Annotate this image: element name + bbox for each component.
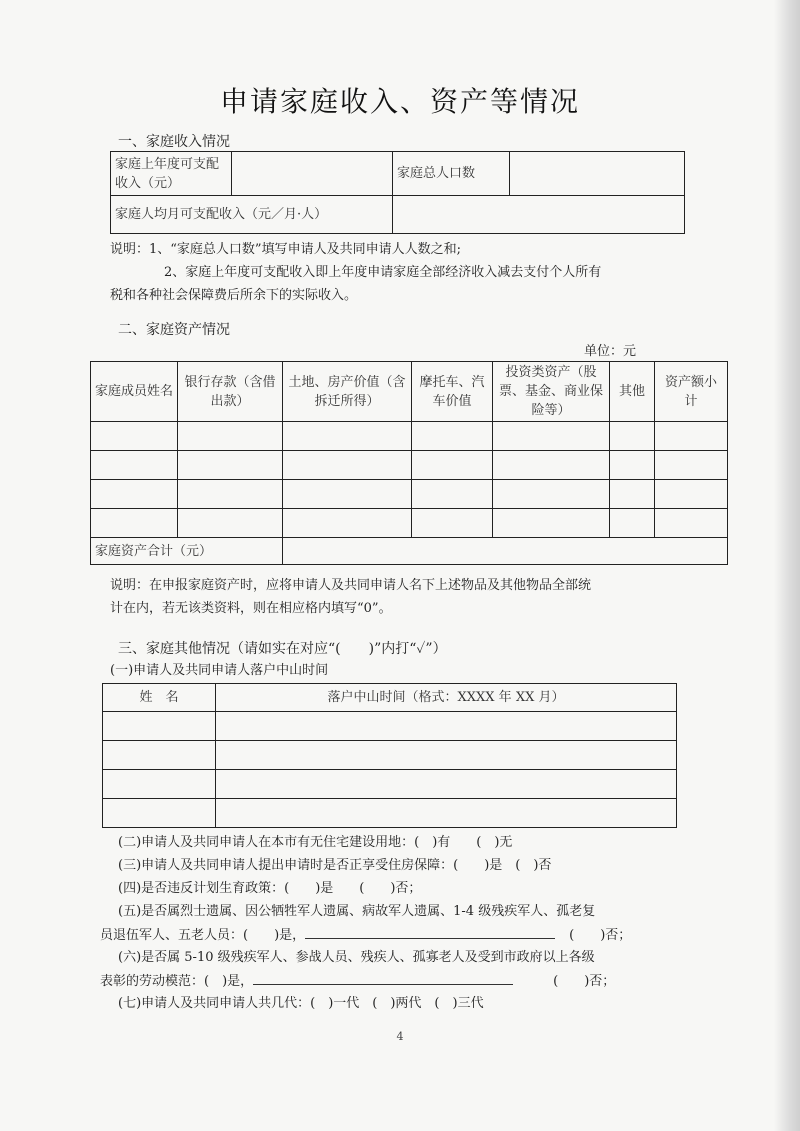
table-cell[interactable] [178, 509, 283, 538]
cell-per-capita-value[interactable] [393, 196, 685, 234]
question-6-no: ( )否； [553, 974, 616, 989]
table-cell[interactable] [103, 712, 216, 741]
table-cell[interactable] [412, 451, 493, 480]
table-row [91, 480, 728, 509]
question-7: (七)申请人及共同申请人共几代：( )一代 ( )两代 ( )三代 [118, 996, 484, 1011]
cell-annual-income-value[interactable] [232, 152, 393, 196]
question-5-fill-line[interactable] [305, 924, 555, 939]
table-cell[interactable] [216, 770, 677, 799]
section3-heading: 三、家庭其他情况（请如实在对应“( )”内打“✓”） [118, 641, 447, 657]
col-member-name: 家庭成员姓名 [91, 362, 178, 422]
table-cell[interactable] [283, 480, 412, 509]
table-cell[interactable] [103, 799, 216, 828]
question-6-line-1: (六)是否属 5-10 级残疾军人、参战人员、残疾人、孤寡老人及受到市政府以上各级 [118, 950, 595, 965]
question-3: (三)申请人及共同申请人提出申请时是否正享受住房保障：( )是 ( )否 [118, 858, 552, 873]
section1-note-2: 2、家庭上年度可支配收入即上年度申请家庭全部经济收入减去支付个人所有 [164, 265, 602, 280]
question-2: (二)申请人及共同申请人在本市有无住宅建设用地：( )有 ( )无 [118, 835, 513, 850]
table-cell[interactable] [283, 509, 412, 538]
table-cell[interactable] [655, 509, 728, 538]
table-cell[interactable] [493, 480, 610, 509]
table-cell[interactable] [493, 451, 610, 480]
table-cell[interactable] [610, 509, 655, 538]
table-cell[interactable] [91, 480, 178, 509]
question-5-yes: 员退伍军人、五老人员：( )是， [100, 928, 306, 943]
table-cell[interactable] [412, 509, 493, 538]
table-row [103, 712, 677, 741]
table-cell[interactable] [610, 451, 655, 480]
table-cell[interactable] [655, 422, 728, 451]
table-cell[interactable] [91, 509, 178, 538]
section1-heading: 一、家庭收入情况 [118, 134, 230, 150]
table-cell[interactable] [91, 451, 178, 480]
residency-table [102, 683, 677, 828]
table-cell[interactable] [216, 741, 677, 770]
table-cell[interactable] [493, 422, 610, 451]
question-6-yes: 表彰的劳动模范：( )是， [100, 974, 254, 989]
table-row [103, 741, 677, 770]
unit-label: 单位：元 [584, 344, 637, 359]
table-cell[interactable] [103, 770, 216, 799]
col-registration-time: 落户中山时间（格式：XXXX 年 XX 月） [216, 684, 677, 712]
label-total-assets: 家庭资产合计（元） [91, 538, 283, 565]
label-per-capita: 家庭人均月可支配收入（元／月·人） [111, 196, 393, 234]
question-4: (四)是否违反计划生育政策：( )是 ( )否； [118, 881, 422, 896]
page-number: 4 [396, 1030, 404, 1043]
table-cell[interactable] [412, 422, 493, 451]
table-cell[interactable] [216, 712, 677, 741]
col-subtotal: 资产额小计 [655, 362, 728, 422]
col-bank-deposit: 银行存款（含借出款） [178, 362, 283, 422]
question-6-fill-line[interactable] [253, 970, 513, 985]
col-land-property: 土地、房产价值（含拆迁所得） [283, 362, 412, 422]
income-table [110, 151, 685, 234]
table-row [91, 451, 728, 480]
table-cell[interactable] [216, 799, 677, 828]
question-5-line-1: (五)是否属烈士遗属、因公牺牲军人遗属、病故军人遗属、1-4 级残疾军人、孤老复 [118, 904, 596, 919]
page-title: 申请家庭收入、资产等情况 [219, 85, 580, 118]
cell-household-size-value[interactable] [510, 152, 685, 196]
page-edge-shadow [774, 0, 800, 1131]
col-vehicle: 摩托车、汽车价值 [412, 362, 493, 422]
table-row [91, 509, 728, 538]
label-annual-income: 家庭上年度可支配收入（元） [111, 152, 232, 196]
table-cell[interactable] [178, 480, 283, 509]
section2-note-2: 计在内，若无该类资料，则在相应格内填写“0”。 [110, 601, 392, 616]
table-cell[interactable] [655, 480, 728, 509]
table-cell[interactable] [283, 451, 412, 480]
section2-heading: 二、家庭资产情况 [118, 322, 230, 338]
cell-total-assets-value[interactable] [283, 538, 728, 565]
table-row [91, 422, 728, 451]
table-cell[interactable] [178, 451, 283, 480]
table-cell[interactable] [412, 480, 493, 509]
table-cell[interactable] [610, 480, 655, 509]
table-cell[interactable] [91, 422, 178, 451]
section1-note-3: 税和各种社会保障费后所余下的实际收入。 [110, 288, 358, 303]
section3-sub1: (一)申请人及共同申请人落户中山时间 [110, 663, 329, 678]
section1-note-1: 说明：1、“家庭总人口数”填写申请人及共同申请人人数之和; [110, 242, 461, 257]
table-cell[interactable] [283, 422, 412, 451]
assets-table [90, 361, 728, 565]
question-6-line-2 [100, 970, 615, 993]
col-investment: 投资类资产（股票、基金、商业保险等） [493, 362, 610, 422]
table-cell[interactable] [655, 451, 728, 480]
table-cell[interactable] [493, 509, 610, 538]
table-cell[interactable] [103, 741, 216, 770]
table-row [103, 770, 677, 799]
question-5-line-2 [100, 924, 631, 947]
table-cell[interactable] [610, 422, 655, 451]
question-5-no: ( )否； [569, 928, 632, 943]
label-household-size: 家庭总人口数 [393, 152, 510, 196]
section2-note-1: 说明：在申报家庭资产时，应将申请人及共同申请人名下上述物品及其他物品全部统 [110, 578, 592, 593]
table-row [103, 799, 677, 828]
table-cell[interactable] [178, 422, 283, 451]
col-other: 其他 [610, 362, 655, 422]
col-name: 姓 名 [103, 684, 216, 712]
